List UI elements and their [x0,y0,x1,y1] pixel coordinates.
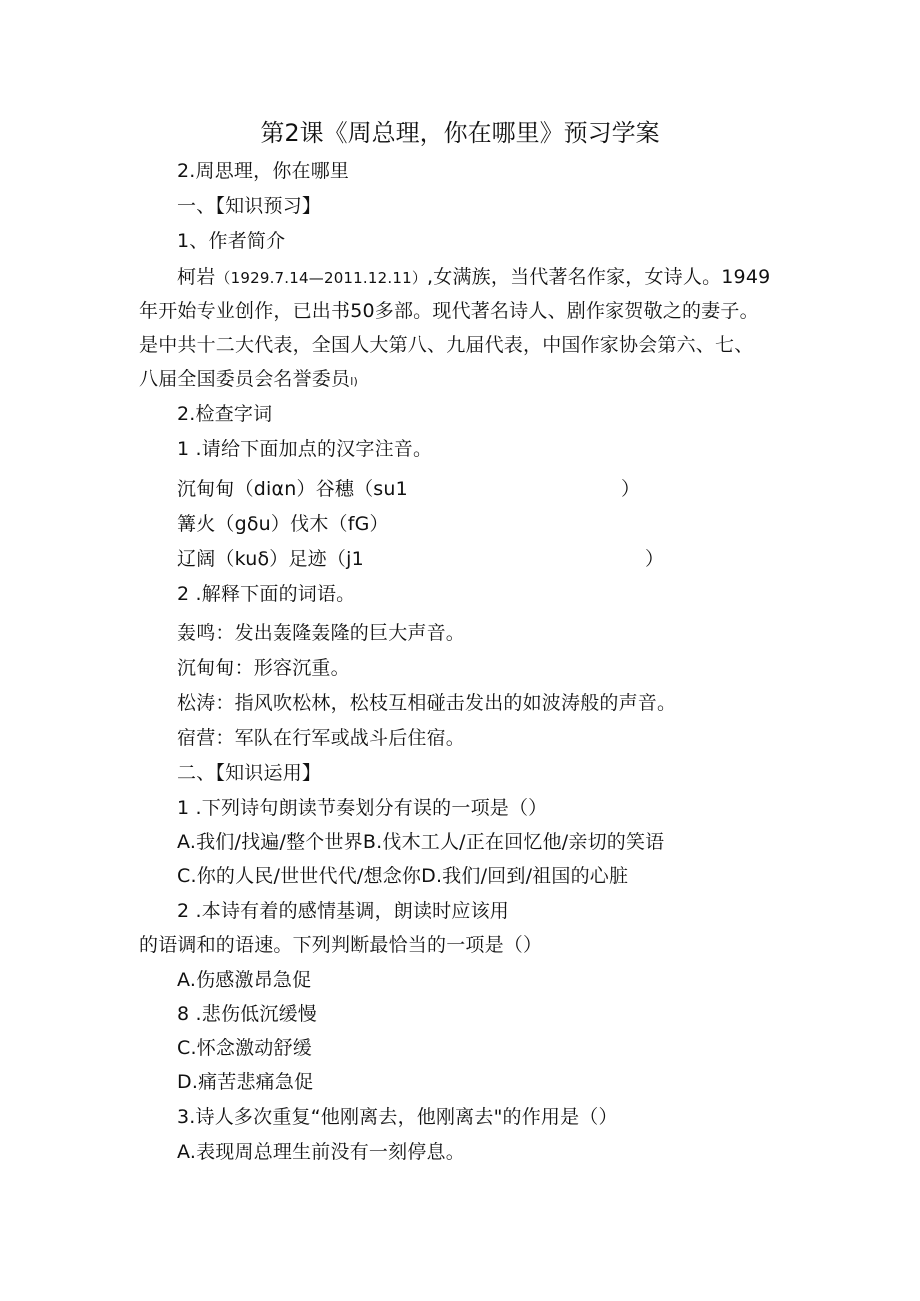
definition-item: 轰鸣：发出轰隆轰隆的巨大声音。 [177,622,466,644]
mc-question-1: 1 .下列诗句朗读节奏划分有误的一项是（） [177,797,548,819]
section-heading-application: 二、【知识运用】 [177,762,322,784]
mc-question-1-options-ab: A.我们/找遍/整个世界B.伐木工人/正在回忆他/亲切的笑语 [177,831,665,853]
bio-line-2: 年开始专业创作，已出书50多部。现代著名诗人、剧作家贺敬之的妻子。 [139,300,759,322]
pinyin-row-1: 沉甸甸（diαn）谷穗（su1 [177,478,408,500]
bio-line-3: 是中共十二大代表，全国人大第八、九届代表，中国作家协会第六、七、 [139,334,754,356]
author-dates: （1929.7.14—2011.12.11） [215,269,428,287]
explain-words-question: 2 .解释下面的词语。 [177,583,356,605]
bio-line-4: 八届全国委员会名誉委员l) [139,368,358,390]
pinyin-row-1-close: ） [621,478,641,500]
mc-question-2-line-1: 2 .本诗有着的感情基调，朗读时应该用 [177,900,509,922]
bio-line-1 [177,264,770,291]
mc-question-2-option: 8 .悲伤低沉缓慢 [177,1003,317,1025]
bio-line-1-rest: ,女满族，当代著名作家，女诗人。1949 [427,266,771,288]
author-intro-heading: 1、作者简介 [177,230,286,252]
mc-question-2-option: D.痛苦悲痛急促 [177,1071,314,1093]
mc-question-2-line-2: 的语调和的语速。下列判断最恰当的一项是（） [139,934,543,956]
document-title: 第2课《周总理，你在哪里》预习学案 [260,119,660,147]
pinyin-question: 1 .请给下面加点的汉字注音。 [177,438,433,460]
definition-item: 宿营：军队在行军或战斗后住宿。 [177,727,466,749]
pinyin-row-2: 篝火（gδu）伐木（fG） [177,513,389,535]
mc-question-1-options-cd: C.你的人民/世世代代/想念你D.我们/回到/祖国的心脏 [177,865,629,887]
mc-question-2-option: A.伤感激昂急促 [177,969,312,991]
check-words-heading: 2.检查字词 [177,403,273,425]
mc-question-3: 3.诗人多次重复“他刚离去，他刚离去"的作用是（） [177,1106,618,1128]
definition-item: 沉甸甸：形容沉重。 [177,657,350,679]
mc-question-2-option: C.怀念激动舒缓 [177,1037,312,1059]
pinyin-row-3: 辽阔（kuδ）足迹（j1 [177,548,364,570]
section-heading-preview: 一、【知识预习】 [177,195,322,217]
author-name: 柯岩 [177,266,216,288]
definition-item: 松涛：指风吹松林，松枝互相碰击发出的如波涛般的声音。 [177,692,677,714]
mc-question-3-option-a: A.表现周总理生前没有一刻停息。 [177,1141,465,1163]
pinyin-row-3-close: ） [645,548,665,570]
lesson-subtitle: 2.周思理，你在哪里 [177,160,350,182]
